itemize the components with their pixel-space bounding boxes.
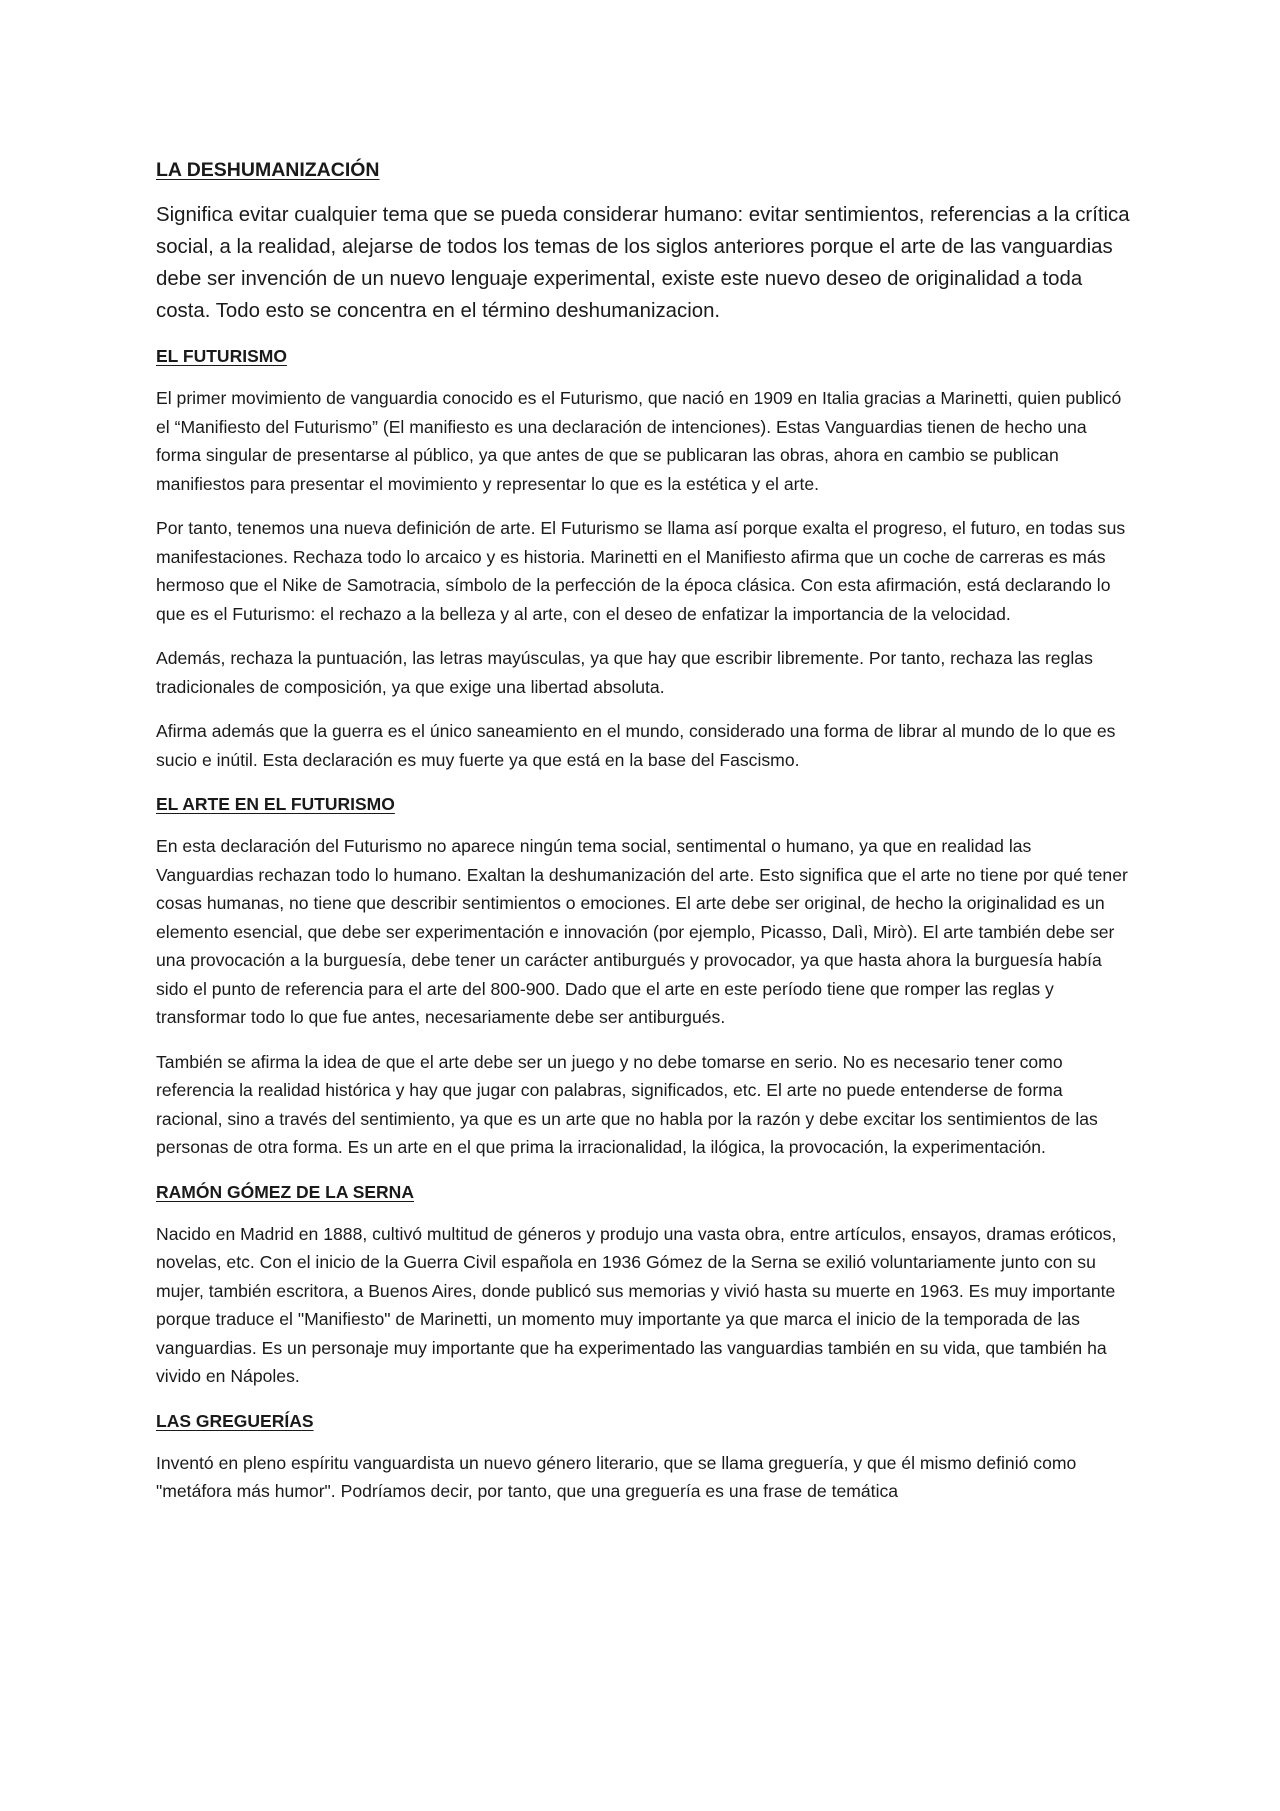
section-futurismo (156, 342, 1131, 774)
paragraph: En esta declaración del Futurismo no aparece ningún tema social, sentimental o humano, ya que en realidad las Vanguardias rechazan todo lo humano. Exaltan la deshumanización del arte. Esto significa que el arte no tiene por qué tener cosas humanas, no tiene que describir sentimientos o emociones. El arte debe ser original, de hecho la originalidad es un elemento esencial, que debe ser experimentación e innovación (por ejemplo, Picasso, Dalì, Mirò). El arte también debe ser una provocación a la burguesía, debe tener un carácter antiburgués y provocador, ya que hasta ahora la burguesía había sido el punto de referencia para el arte del 800-900. Dado que el arte en este período tiene que romper las reglas y transformar todo lo que fue antes, necesariamente debe ser antiburgués. (156, 836, 1128, 1027)
section-deshumanizacion (156, 154, 1131, 327)
paragraph: Inventó en pleno espíritu vanguardista un nuevo género literario, que se llama greguería, y que él mismo definió como "metáfora más humor". Podríamos decir, por tanto, que una greguería es una frase de temática (156, 1452, 1077, 1501)
paragraph: El primer movimiento de vanguardia conocido es el Futurismo, que nació en 1909 en Italia gracias a Marinetti, quien publicó el “Manifiesto del Futurismo” (El manifiesto es una declaración de intenciones). Estas Vanguardias tienen de hecho una forma singular de presentarse al público, ya que antes de que se publicaran las obras, ahora en cambio se publican manifiestos para presentar el movimiento y representar lo que es la estética y el arte. (156, 388, 1122, 494)
paragraph: Afirma además que la guerra es el único saneamiento en el mundo, considerado una forma de librar al mundo de lo que es sucio e inútil. Esta declaración es muy fuerte ya que está en la base del Fascismo. (156, 721, 1116, 770)
paragraph: También se afirma la idea de que el arte debe ser un juego y no debe tomarse en serio. No es necesario tener como referencia la realidad histórica y hay que jugar con palabras, significados, etc. El arte no puede entenderse de forma racional, sino a través del sentimiento, ya que es un arte que no habla por la razón y debe excitar los sentimientos de las personas de otra forma. Es un arte en el que prima la irracionalidad, la ilógica, la provocación, la experimentación. (156, 1051, 1098, 1157)
paragraph: Por tanto, tenemos una nueva definición de arte. El Futurismo se llama así porque exalta el progreso, el futuro, en todas sus manifestaciones. Rechaza todo lo arcaico y es historia. Marinetti en el Manifiesto afirma que un coche de carreras es más hermoso que el Nike de Samotracia, símbolo de la perfección de la época clásica. Con esta afirmación, está declarando lo que es el Futurismo: el rechazo a la belleza y al arte, con el deseo de enfatizar la importancia de la velocidad. (156, 518, 1126, 624)
section-greguerias (156, 1407, 1131, 1506)
section-heading: LA DESHUMANIZACIÓN (156, 159, 380, 181)
paragraph: Nacido en Madrid en 1888, cultivó multitud de géneros y produjo una vasta obra, entre artículos, ensayos, dramas eróticos, novelas, etc. Con el inicio de la Guerra Civil española en 1936 Gómez de la Serna se exilió voluntariamente junto con su mujer, también escritora, a Buenos Aires, donde publicó sus memorias y vivió hasta su muerte en 1963. Es muy importante porque traduce el "Manifiesto" de Marinetti, un momento muy importante ya que marca el inicio de la temporada de las vanguardias. Es un personaje muy importante que ha experimentado las vanguardias también en su vida, que también ha vivido en Nápoles. (156, 1223, 1117, 1386)
paragraph: Además, rechaza la puntuación, las letras mayúsculas, ya que hay que escribir libremente. Por tanto, rechaza las reglas tradicionales de composición, ya que exige una libertad absoluta. (156, 648, 1093, 697)
section-gomez-de-la-serna (156, 1178, 1131, 1391)
section-heading: LAS GREGUERÍAS (156, 1410, 314, 1431)
document-page (156, 154, 1131, 1522)
section-heading: EL FUTURISMO (156, 346, 287, 366)
section-arte-futurismo (156, 790, 1131, 1162)
section-heading: EL ARTE EN EL FUTURISMO (156, 794, 395, 814)
section-heading: RAMÓN GÓMEZ DE LA SERNA (156, 1181, 414, 1202)
paragraph: Significa evitar cualquier tema que se pueda considerar humano: evitar sentimientos, referencias a la crítica social, a la realidad, alejarse de todos los temas de los siglos anteriores porque el arte de las vanguardias debe ser invención de un nuevo lenguaje experimental, existe este nuevo deseo de originalidad a toda costa. Todo esto se concentra en el término deshumanizacion. (156, 204, 1130, 322)
